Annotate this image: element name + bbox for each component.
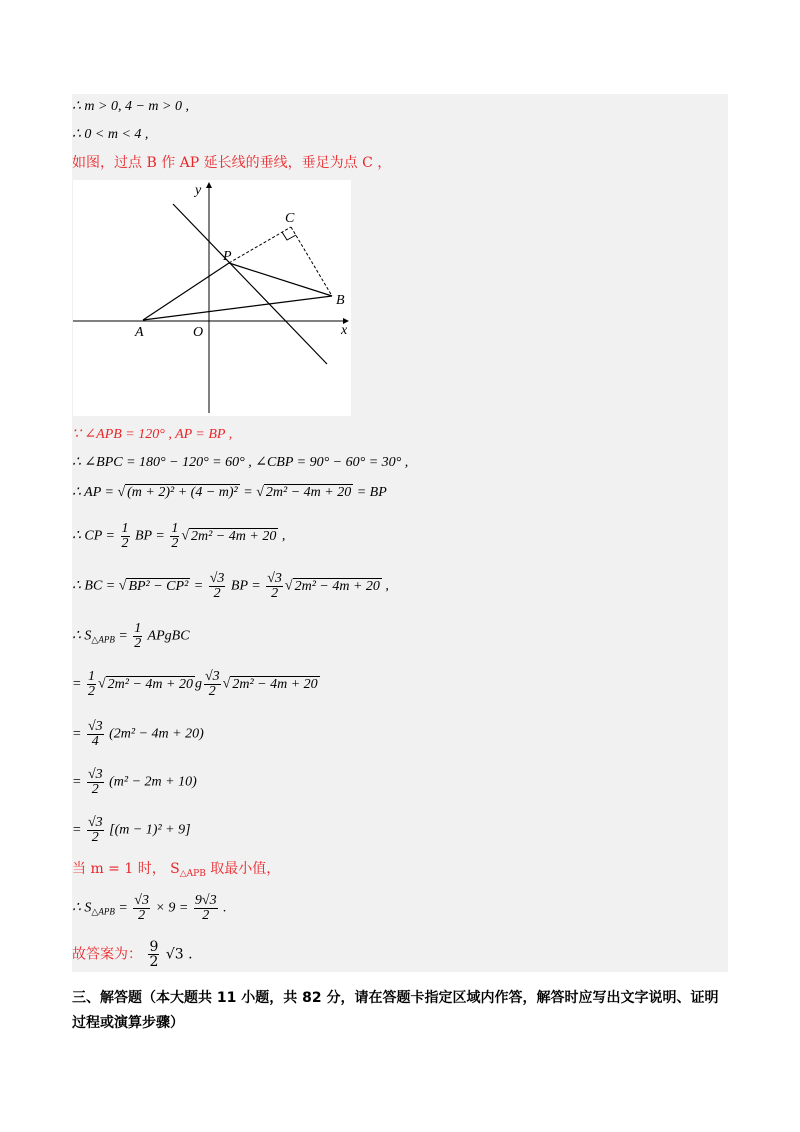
solution-line-11: = $\frac{√3}{4}$ (2m² − 4m + 20) — [72, 719, 204, 749]
line-through-p — [173, 204, 327, 364]
solution-line-13: = $\frac{√3}{2}$ [(m − 1)² + 9] — [72, 815, 191, 845]
solution-line-15: ∴ $S_{\triangle APB}$ = $\frac{√3}{2}$ × 9 = $\frac{9√3}{2}$ . — [72, 893, 227, 923]
solution-line-2: ∴ 0 < m < 4 , — [72, 127, 149, 142]
solution-line-3: 如图，过点 B 作 AP 延长线的垂线，垂足为点 C ， — [72, 155, 392, 171]
solution-line-14: 当 m = 1 时， $S_{\triangle APB}$ 取最小值， — [72, 861, 281, 879]
solution-line-7: ∴ CP = $\frac{1}{2}$ BP = $\frac{1}{2}$ √ 2m² − 4m + 20 , — [72, 521, 286, 551]
segment-ab — [143, 296, 332, 320]
solution-line-5: ∴ ∠BPC = 180° − 120° = 60° , ∠CBP = 90° − 60° = 30° , — [72, 455, 409, 470]
solution-line-8: ∴ BC = √ BP² − CP² = $\frac{√3}{2}$ BP = $\frac{√3}{2}$ √ 2m² − 4m + 20 , — [72, 571, 389, 601]
solution-line-4: ∵ ∠APB = 120° , AP = BP , — [72, 427, 233, 442]
coordinate-diagram — [73, 180, 351, 416]
label-p: P — [223, 249, 232, 264]
solution-line-6: ∴ AP = √ (m + 2)² + (4 − m)² = √ 2m² − 4m + 20 = BP — [72, 485, 387, 500]
solution-line-12: = $\frac{√3}{2}$ (m² − 2m + 10) — [72, 767, 197, 797]
label-o: O — [193, 325, 204, 340]
solution-line-16: 故答案为： $\frac{9}{2}$ √3 . — [72, 939, 193, 970]
label-b: B — [336, 293, 345, 308]
section-heading: 三、解答题（本大题共 11 小题，共 82 分，请在答题卡指定区域内作答，解答时应写出文字说明、证明过程或演算步骤） — [72, 990, 719, 1031]
solution-line-9: ∴ $S_{\triangle APB}$ = $\frac{1}{2}$ APgBC — [72, 621, 190, 651]
solution-line-10: = $\frac{1}{2}$ √ 2m² − 4m + 20 g $\frac{√3}{2}$ √ 2m² − 4m + 20 — [72, 669, 318, 699]
label-a: A — [135, 325, 144, 340]
label-y: y — [195, 183, 202, 198]
segment-ap — [143, 263, 229, 320]
y-axis-arrow — [206, 182, 212, 188]
right-angle-mark — [282, 232, 296, 240]
solution-line-1: ∴ m > 0, 4 − m > 0 , — [72, 99, 189, 114]
segment-pb — [229, 263, 332, 296]
label-c: C — [285, 211, 295, 226]
segment-cb — [291, 227, 332, 296]
geometry-figure — [73, 180, 351, 416]
label-x: x — [341, 323, 348, 338]
